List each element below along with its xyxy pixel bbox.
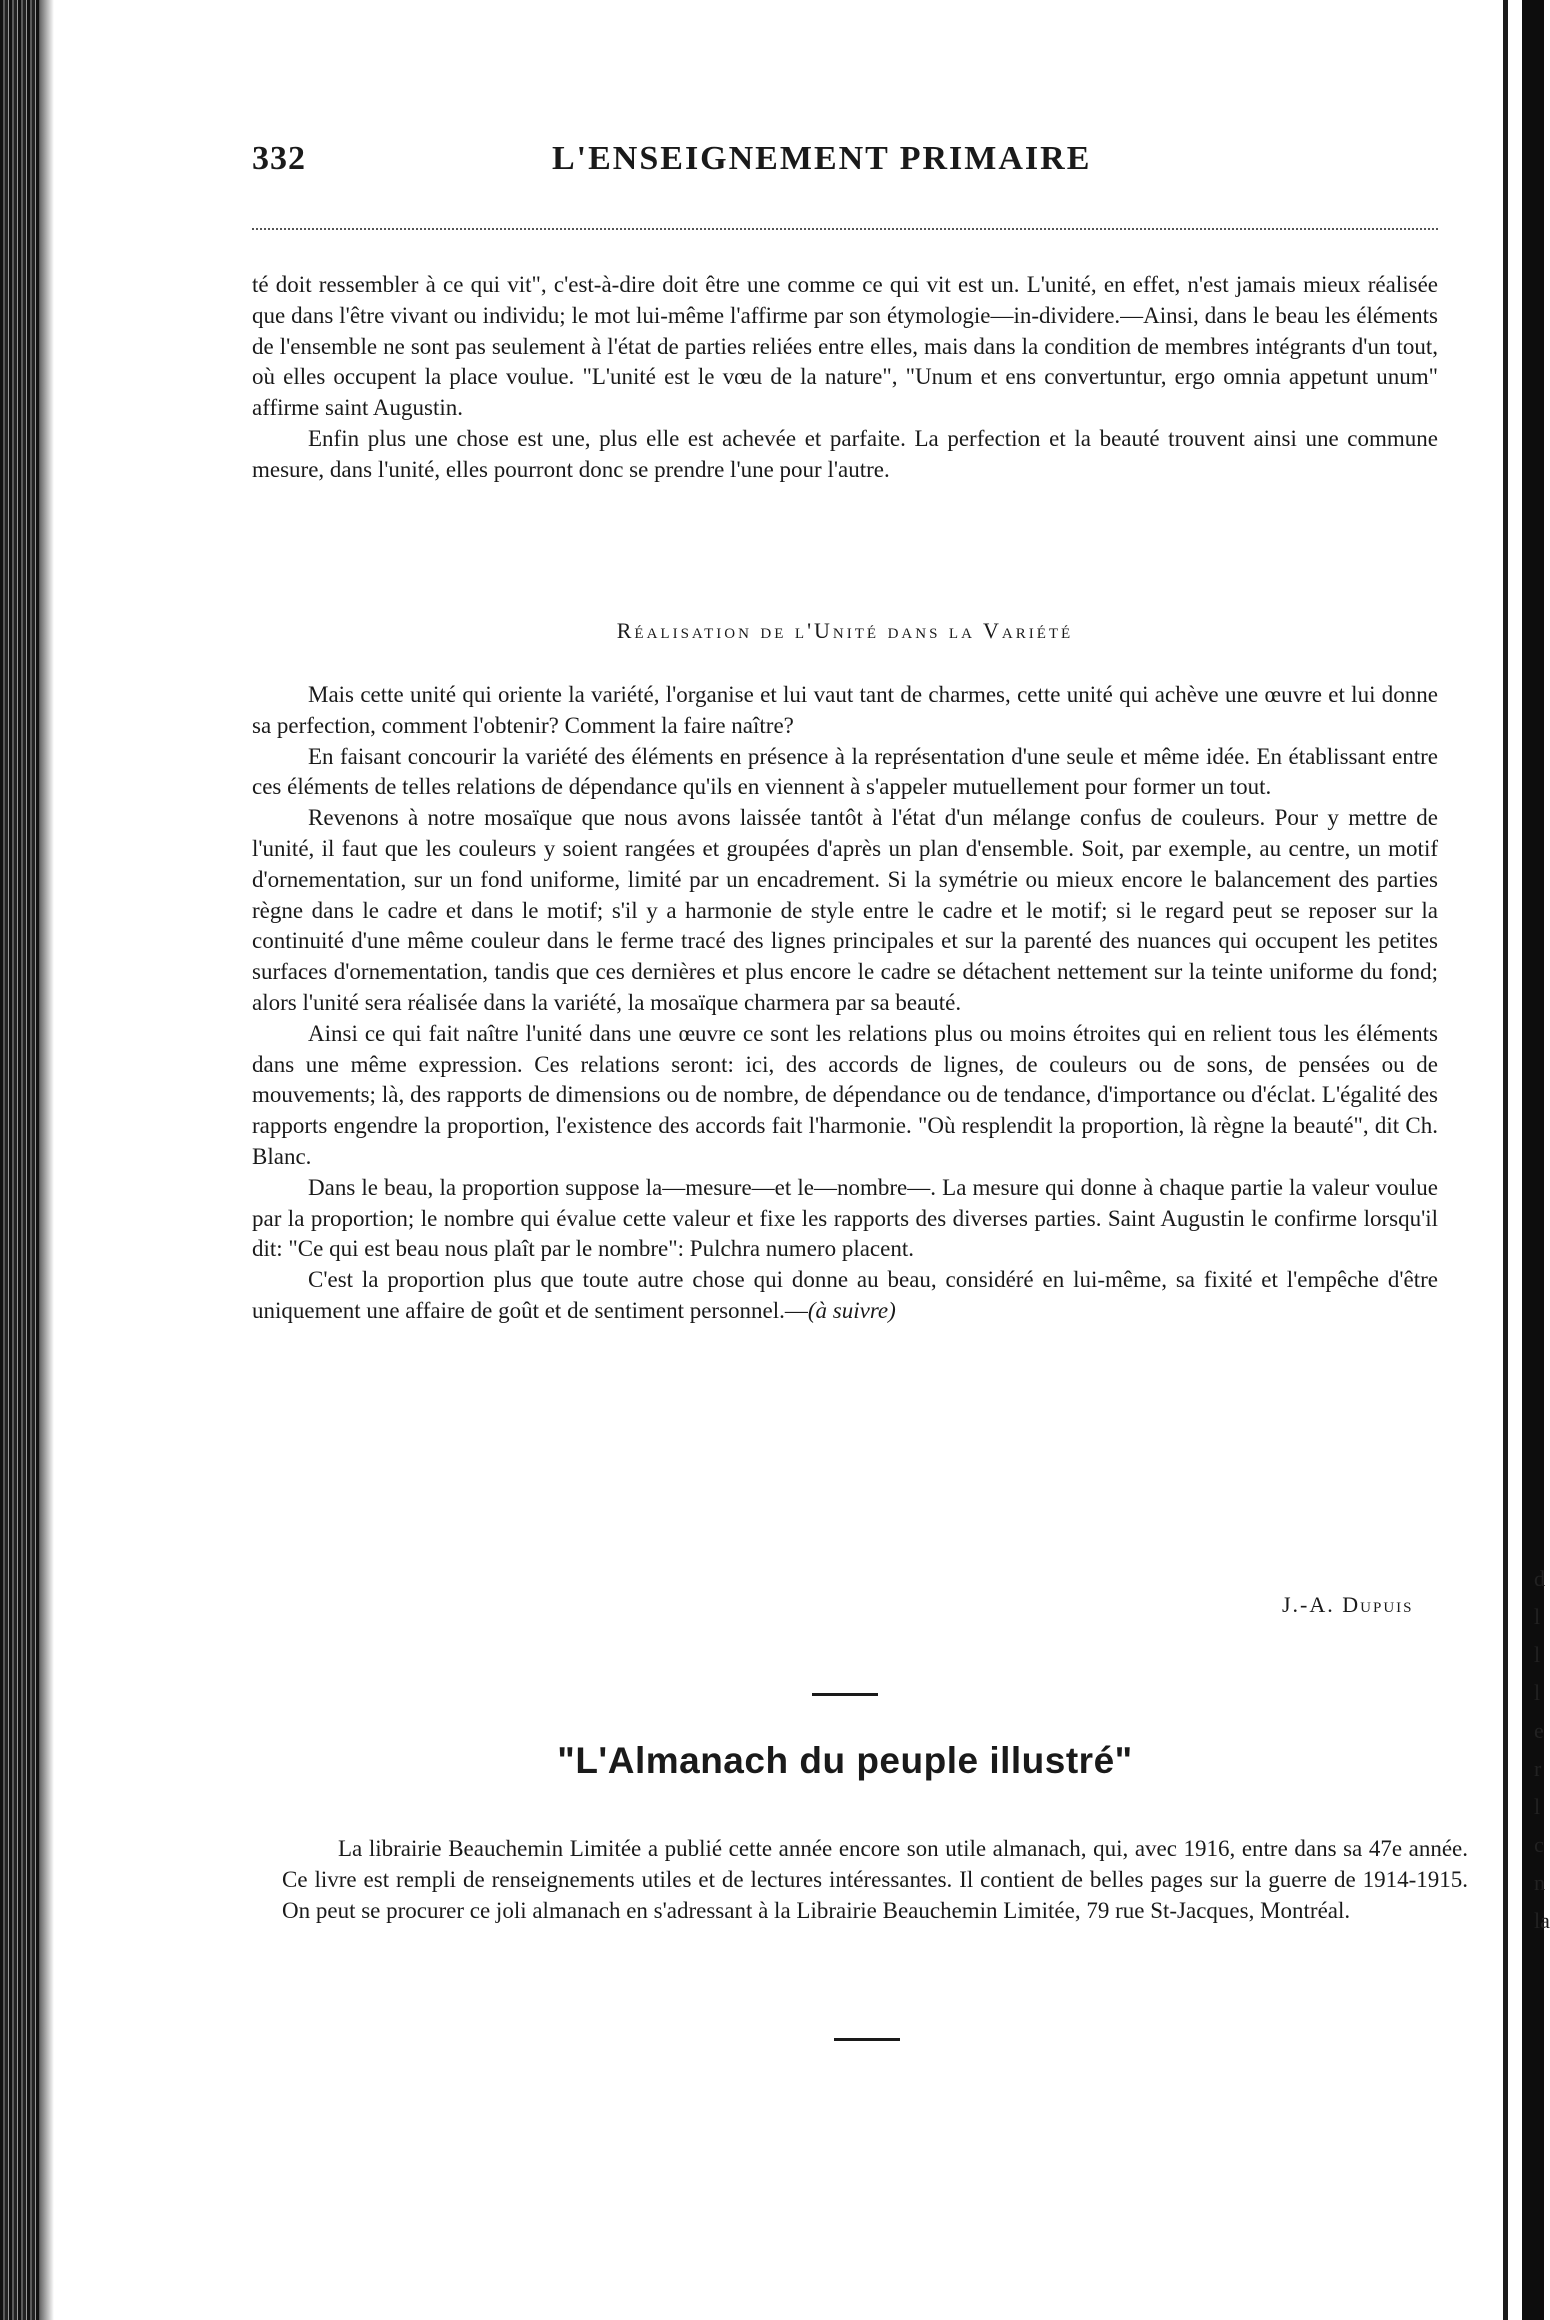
article-section [252, 680, 1438, 1327]
paragraph: Revenons à notre mosaïque que nous avons laissée tantôt à l'état d'un mélange confus de couleurs. Pour y mettre de l'unité, il faut que les couleurs y soient rangées et groupées d'après un plan d'ensemble. Soit, par exemple, au centre, un motif d'ornementation, sur un fond uniforme, limité par un encadrement. Si la symétrie ou mieux encore le balancement des parties règne dans le cadre et dans le motif; s'il y a harmonie de style entre le cadre et le motif; si le regard peut se reposer sur la continuité d'une même couleur dans le ferme tracé des lignes principales et sur la parenté des nuances qui occupent les petites surfaces d'ornementation, tandis que ces dernières et plus encore le cadre se détachent nettement sur la teinte uniforme du fond; alors l'unité sera réalisée dans la variété, la mosaïque charmera par sa beauté. [252, 805, 1438, 1015]
paragraph: Enfin plus une chose est une, plus elle est achevée et parfaite. La perfection et la beauté trouvent ainsi une commune mesure, dans l'unité, elles pourront donc se prendre l'une pour l'autre. [252, 425, 1438, 482]
edge-letter: l [1534, 1642, 1541, 1667]
right-edge-gap [1508, 0, 1522, 2320]
edge-letter: c [1534, 1832, 1544, 1857]
article-intro [252, 270, 1438, 486]
binding-shadow [40, 0, 54, 2320]
journal-title: L'ENSEIGNEMENT PRIMAIRE [552, 140, 1092, 177]
edge-letter: l [1534, 1680, 1541, 1705]
notice-title: "L'Almanach du peuple illustré" [557, 1740, 1133, 1781]
page-number: 332 [252, 140, 306, 177]
running-head [252, 140, 1438, 190]
edge-letter: d [1534, 1566, 1545, 1591]
section-heading: Réalisation de l'Unité dans la Variété [616, 618, 1074, 643]
edge-letter: l [1534, 1604, 1541, 1629]
author-signature: J.-A. Dupuis [1282, 1592, 1414, 1617]
edge-letter: l [1534, 1794, 1541, 1819]
paragraph: Ainsi ce qui fait naître l'unité dans une œuvre ce sont les relations plus ou moins étroites qui en relient tous les éléments dans une même expression. Ces relations seront: ici, des accords de lignes, de couleurs ou de sons, de pensées ou de mouvements; là, des rapports de dimensions ou de nombre, de dépendance ou de tendance, d'importance ou d'éclat. L'égalité des rapports engendre la proportion, l'existence des accords fait l'harmonie. "Où resplendit la proportion, là règne la beauté", dit Ch. Blanc. [252, 1020, 1438, 1169]
end-rule [834, 2038, 900, 2041]
right-page-edge [1522, 0, 1544, 2320]
paragraph: Mais cette unité qui oriente la variété, l'organise et lui vaut tant de charmes, cette unité qui achève une œuvre et lui donne sa perfection, comment l'obtenir? Comment la faire naître? [252, 682, 1438, 738]
paragraph: Dans le beau, la proportion suppose la—mesure—et le—nombre—. La mesure qui donne à chaque partie la valeur voulue par la proportion; le nombre qui évalue cette valeur et fixe les rapports des diverses parties. Saint Augustin le confirme lorsqu'il dit: "Ce qui est beau nous plaît par le nombre": Pulchra numero placent. [252, 1174, 1438, 1262]
paragraph: La librairie Beauchemin Limitée a publié cette année encore son utile almanach, qui, avec 1916, entre dans sa 47e année. Ce livre est rempli de renseignements utiles et de lectures intéressantes. Il contient de belles pages sur la guerre de 1914-1915. On peut se procurer ce joli almanach en s'adressant à la Librairie Beauchemin Limitée, 79 rue St-Jacques, Montréal. [282, 1836, 1468, 1923]
notice-body [282, 1834, 1468, 1926]
paragraph: En faisant concourir la variété des éléments en présence à la représentation d'une seule et même idée. En établissant entre ces éléments de telles relations de dépendance qu'ils en viennent à s'appeler mutuellement pour former un tout. [252, 743, 1438, 800]
paragraph-text: C'est la proportion plus que toute autre chose qui donne au beau, considéré en lui-même, sa fixité et l'empêche d'être uniquement une affaire de goût et de sentiment personnel.— [252, 1267, 1438, 1323]
paragraph [252, 1265, 1438, 1327]
separator-rule [812, 1693, 878, 1696]
edge-letter: la [1534, 1908, 1550, 1933]
edge-letter: n [1534, 1870, 1545, 1895]
edge-letter: r [1534, 1756, 1542, 1781]
header-rule [252, 228, 1438, 230]
book-binding [0, 0, 40, 2320]
edge-letter: e [1534, 1718, 1544, 1743]
paragraph: té doit ressembler à ce qui vit", c'est-à-dire doit être une comme ce qui vit est un. L'unité, en effet, n'est jamais mieux réalisée que dans l'être vivant ou individu; le mot lui-même l'affirme par son étymologie—in-dividere.—Ainsi, dans le beau les éléments de l'ensemble ne sont pas seulement à l'état de parties reliées entre elles, mais dans la condition de membres intégrants d'un tout, où elles occupent la place voulue. "L'unité est le vœu de la nature", "Unum et ens convertuntur, ergo omnia appetunt unum" affirme saint Augustin. [252, 272, 1438, 421]
continued-note: (à suivre) [807, 1297, 896, 1323]
adjacent-page-letters [1534, 1560, 1550, 1940]
